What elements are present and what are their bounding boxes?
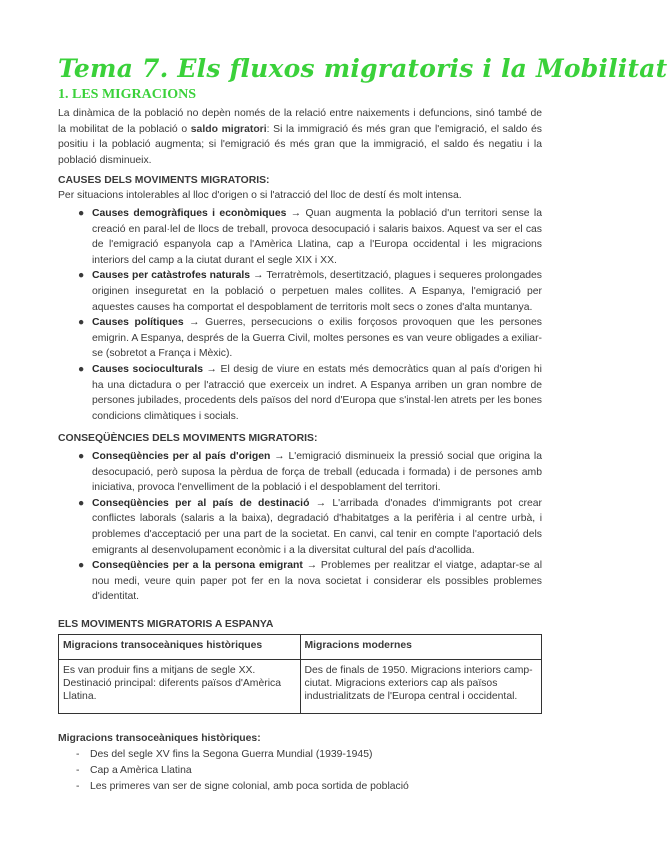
consequences-list	[78, 449, 543, 605]
cause-text: → Terratrèmols, desertització, plagues i sequeres prolongades originen inseguretat en la població o perpetuen males collites. A Espanya, l'emigració per aquestes causes ha comportat el despoblament de territoris molt secs o zones d'alta muntanya.	[92, 270, 542, 313]
list-item	[76, 779, 536, 795]
dash-icon: -	[76, 781, 80, 793]
consequence-item	[78, 449, 543, 496]
table-header-row	[59, 635, 542, 660]
list-item	[76, 747, 536, 763]
migrations-table	[58, 634, 542, 714]
consequence-text: → L'emigració disminueix la pressió social que origina la desocupació, però suposa la pèrdua de força de treball (educada i formada) i de persones amb iniciativa, provoca l'envelliment de la població i el despoblament del territori.	[92, 451, 543, 494]
bullet-icon: ●	[78, 451, 85, 462]
list-item-text: Des del segle XV fins la Segona Guerra Mundial (1939-1945)	[90, 749, 373, 760]
page-title: Tema 7. Els fluxos migratoris i la Mobilitat	[58, 54, 667, 83]
list-item-text: Cap a Amèrica Llatina	[90, 765, 192, 777]
cause-text: → Quan augmenta la població d'un territori sense la creació en paral·lel de llocs de treball, provoca desocupació i salaris baixos. Aquest va ser el cas de l'emigració espanyola cap a l'Amèrica Llatina, cap a l'Europa occidental i les migracions interiors del camp a la ciutat durant el segle XIX i XX.	[92, 208, 542, 266]
section-heading: 1. LES MIGRACIONS	[58, 87, 197, 102]
consequence-text: → Problemes per realitzar el viatge, adaptar-se al nou medi, veure quin paper pot fer en la nova societat i considerar els possibles problemes d'identitat.	[92, 560, 543, 603]
consequence-item	[78, 496, 543, 558]
cause-item	[78, 315, 542, 362]
transoceanic-list	[76, 747, 536, 796]
cause-title: Causes demogràfiques i econòmiques	[92, 208, 287, 219]
bullet-icon: ●	[78, 270, 85, 282]
bullet-icon: ●	[78, 560, 85, 572]
cause-text: → El desig de viure en estats més democràtics quan al país d'origen hi ha una dictadura o per l'atracció que exerceix un indret. A Espanya arriben un gran nombre de persones jubilades, procedents dels països del nord d'Europa que s'instal·len atrets per les bones condicions climàtiques i socials.	[92, 363, 542, 422]
intro-bold-term: saldo migratori	[190, 123, 267, 135]
intro-text-after: : Si la immigració és més gran que l'emigració, el saldo és positiu i la població augmenta; si l'emigració és més gran que la immigració, el saldo és negatiu i la població disminueix.	[58, 123, 543, 166]
table-row	[59, 660, 542, 714]
list-item	[76, 763, 536, 779]
table-cell: Des de finals de 1950. Migracions interiors camp-ciutat. Migracions exteriors cap als països industrialitzats de l'Europa central i occidental.	[300, 660, 542, 714]
table-header: Migracions transoceàniques històriques	[59, 635, 301, 660]
spain-heading: ELS MOVIMENTS MIGRATORIS A ESPANYA	[58, 619, 274, 630]
table-header: Migracions modernes	[300, 635, 542, 660]
bullet-icon: ●	[78, 208, 85, 219]
cause-title: Causes per catàstrofes naturals	[92, 270, 251, 282]
bullet-icon: ●	[78, 317, 85, 329]
causes-list	[78, 206, 542, 424]
bullet-icon: ●	[78, 497, 85, 509]
consequence-item	[78, 558, 543, 605]
consequence-title: Conseqüències per a la persona emigrant	[92, 560, 303, 572]
consequence-title: Conseqüències per al país de destinació	[92, 497, 310, 509]
intro-paragraph	[58, 106, 542, 168]
cause-item	[78, 268, 542, 315]
list-item-text: Les primeres van ser de signe colonial, amb poca sortida de població	[90, 781, 409, 793]
consequences-heading: CONSEQÜÈNCIES DELS MOVIMENTS MIGRATORIS:	[58, 433, 318, 444]
intro-text-before: La dinàmica de la població no depèn només de la relació entre naixements i defuncions, sinó també de la mobilitat de la població o	[58, 108, 542, 135]
bullet-icon: ●	[78, 363, 85, 375]
dash-icon: -	[76, 765, 80, 777]
cause-title: Causes socioculturals	[92, 363, 203, 375]
dash-icon: -	[76, 749, 80, 760]
cause-item	[78, 362, 542, 424]
consequence-title: Conseqüències per al país d'origen	[92, 451, 271, 462]
table-cell: Es van produir fins a mitjans de segle XX. Destinació principal: diferents països d'Amèrica Llatina.	[59, 660, 301, 714]
cause-text: → Guerres, persecucions o exilis forçosos provoquen que les persones emigrin. A Espanya, després de la Guerra Civil, moltes persones es van veure obligades a exiliar-se (sobretot a França i Mèxic).	[92, 317, 542, 360]
cause-item	[78, 206, 542, 268]
causes-lead: Per situacions intolerables al lloc d'origen o si l'atracció del lloc de destí és molt intensa.	[58, 190, 462, 201]
cause-title: Causes polítiques	[92, 317, 184, 329]
causes-heading: CAUSES DELS MOVIMENTS MIGRATORIS:	[58, 175, 270, 186]
consequence-text: → L'arribada d'onades d'immigrants pot crear conflictes laborals (salaris a la baixa), degradació d'habitatges a la perifèria i al centre urbà, i problemes d'acceptació per una part de la societat. En canvi, cal tenir en compte l'aportació dels emigrants al desenvolupament econòmic i a la diversitat cultural del país d'acollida.	[92, 497, 543, 556]
transoceanic-heading: Migracions transoceàniques històriques:	[58, 733, 261, 744]
